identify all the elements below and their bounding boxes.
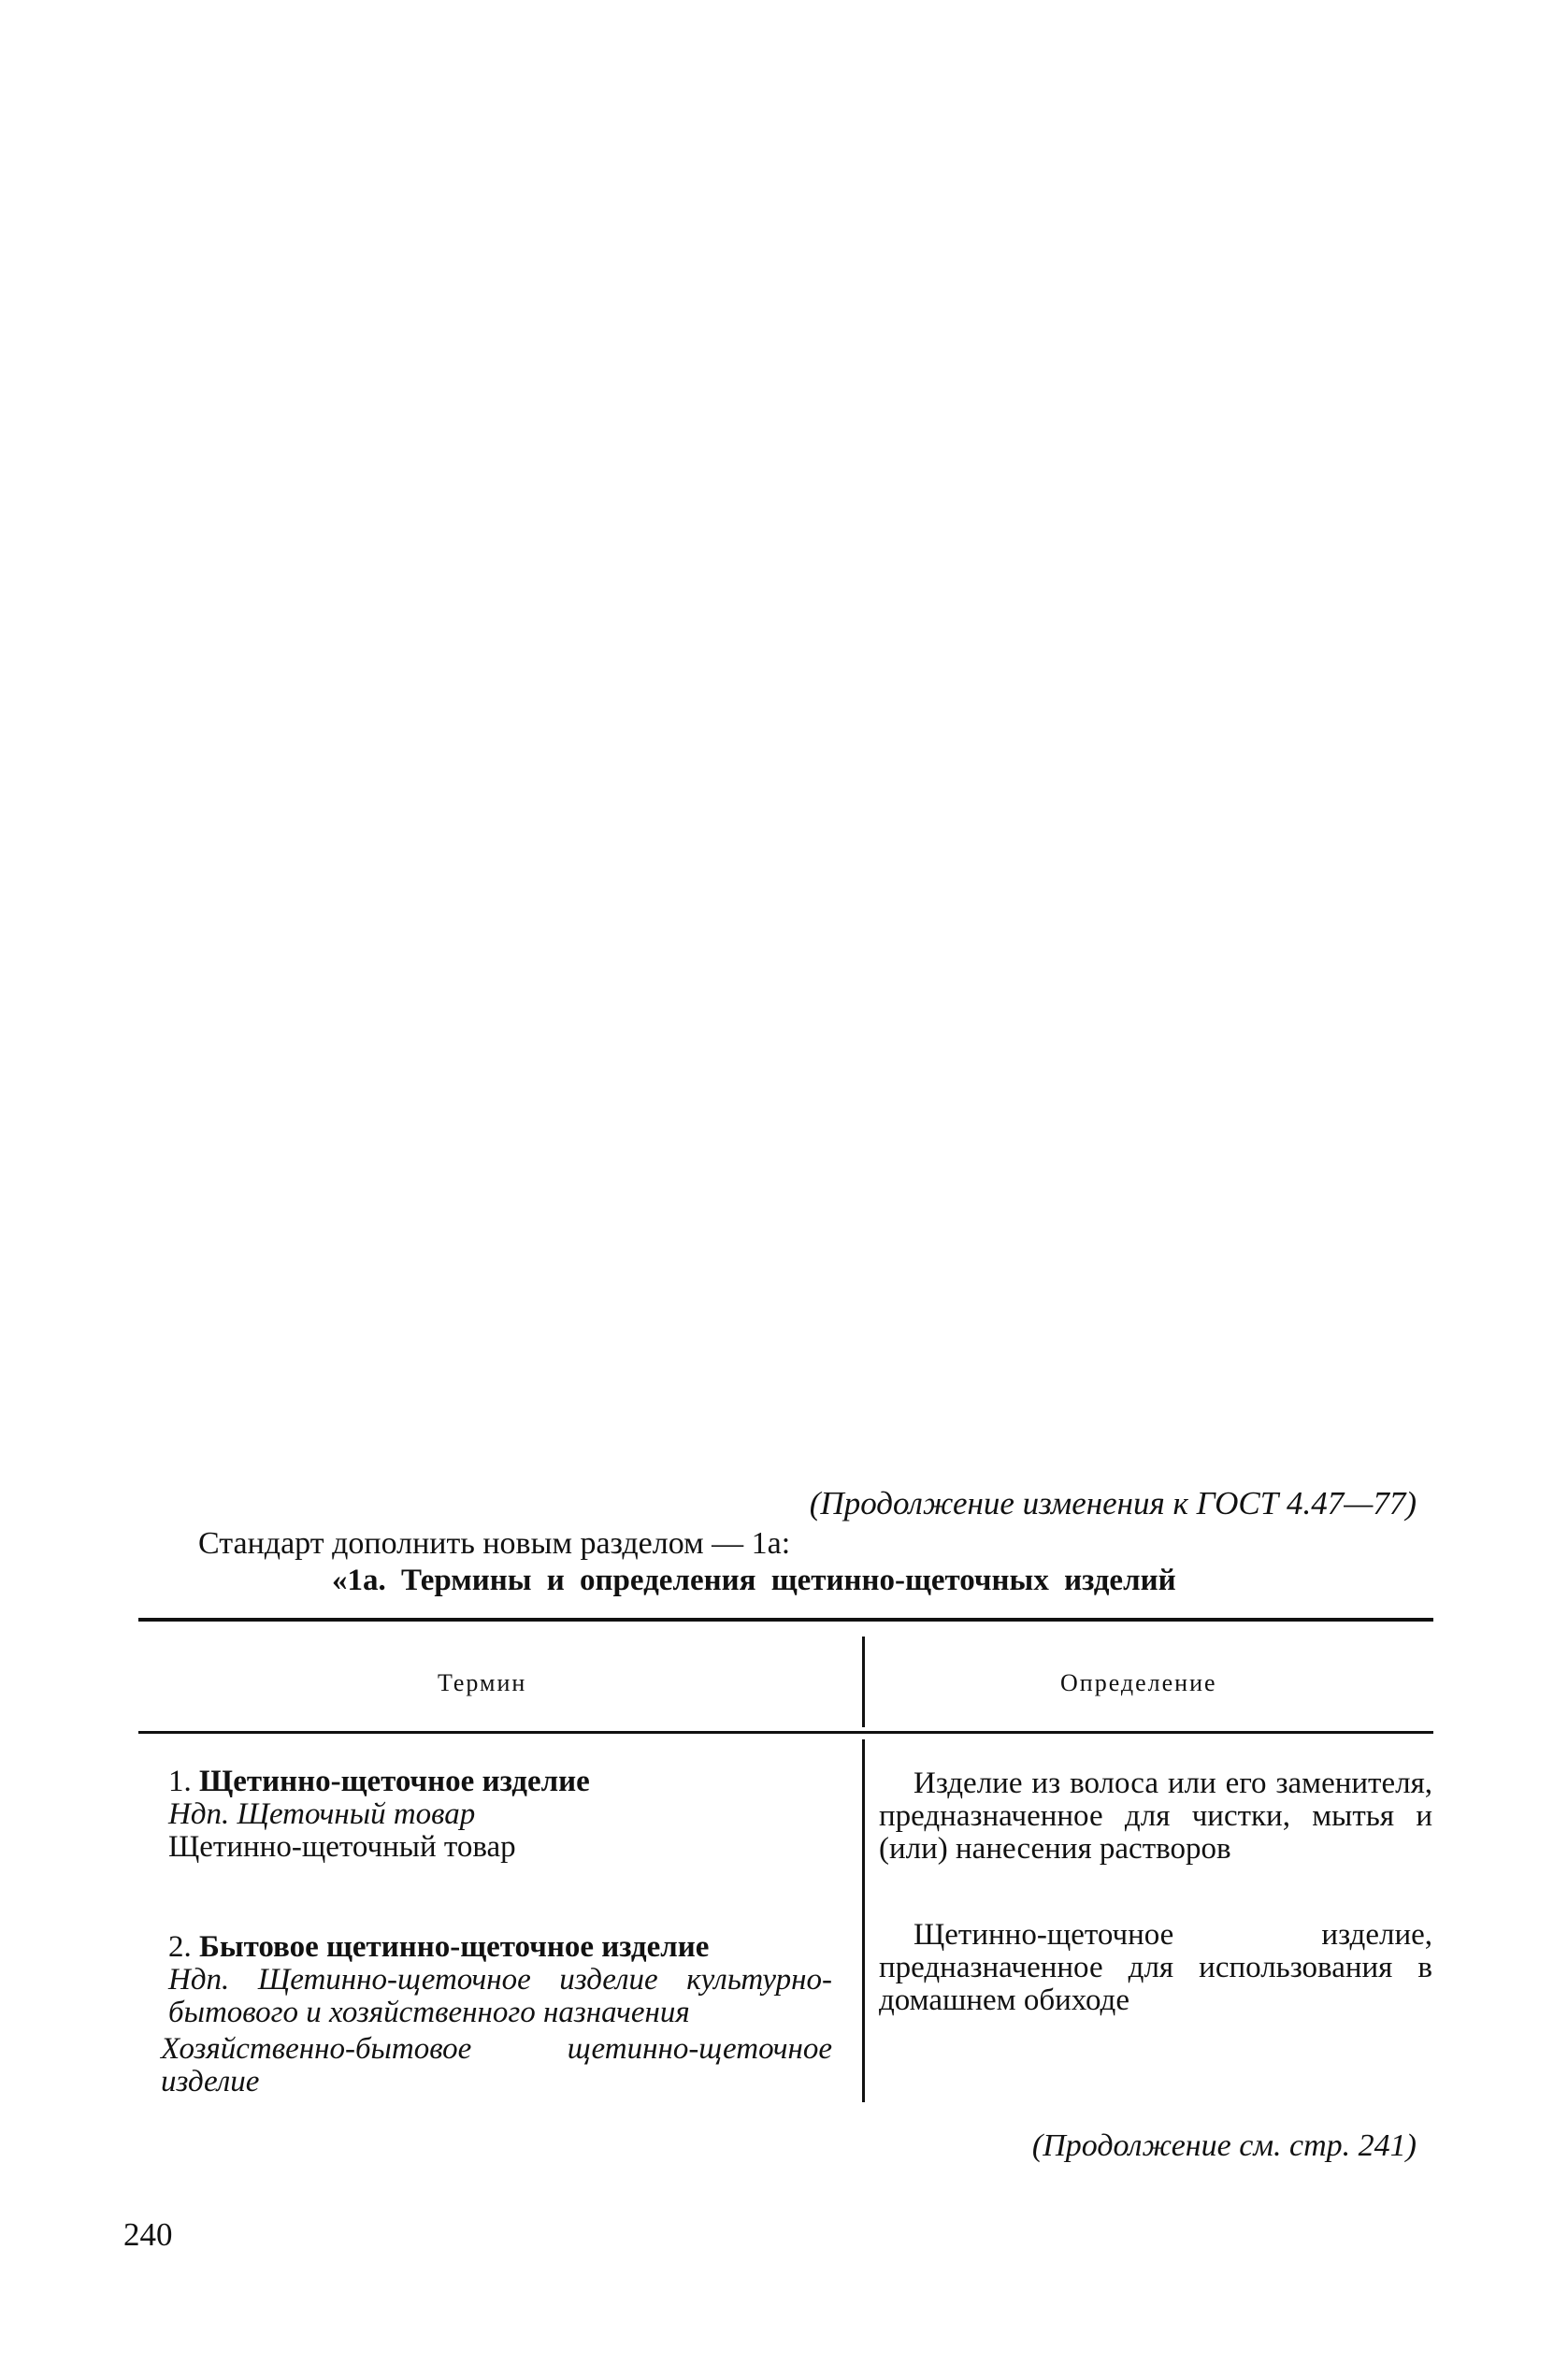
continuation-footer: (Продолжение см. стр. 241) [1031,2128,1417,2163]
header-column-divider [862,1637,865,1727]
term-ndp: Ндп. Щеточный товар [168,1797,476,1831]
term-name: Бытовое щетинно-щеточное изделие [199,1930,710,1964]
term-number: 2. [168,1930,192,1964]
term-name: Щетинно-щеточное изделие [199,1765,590,1798]
continuation-header: (Продолжение изменения к ГОСТ 4.47—77) [809,1485,1417,1521]
definition-text: Изделие из волоса или его заменителя, предназначенное для чистки, мытья и (или) нанесения растворов [879,1767,1432,1866]
term-number: 1. [168,1765,192,1798]
term-synonym: Хозяйственно-бытовое щетинно-щеточное изделие [161,2032,832,2098]
body-column-divider [862,1739,865,2102]
intro-line: Стандарт дополнить новым разделом — 1а: [198,1526,791,1561]
term-title [161,1931,832,1964]
term-synonym: Щетинно-щеточный товар [168,1830,516,1864]
header-bottom-rule [138,1731,1433,1734]
term-title [161,1766,832,1798]
term-cell [161,1766,832,1864]
table-top-rule [138,1618,1433,1622]
definition-cell [879,1767,1432,1866]
term-ndp: Ндп. Щетинно-щеточное изделие культурно-бытового и хозяйственного назначения [168,1963,832,2029]
definition-text: Щетинно-щеточное изделие, предназначенное для использования в домашнем обиходе [879,1918,1432,2017]
page-number: 240 [123,2216,173,2253]
definition-cell [879,1919,1432,2017]
term-cell [161,1931,832,2098]
column-header-definition: Определение [1060,1669,1217,1696]
column-header-term: Термин [438,1669,527,1696]
section-title: «1а. Термины и определения щетинно-щеточных изделий [332,1564,1176,1597]
